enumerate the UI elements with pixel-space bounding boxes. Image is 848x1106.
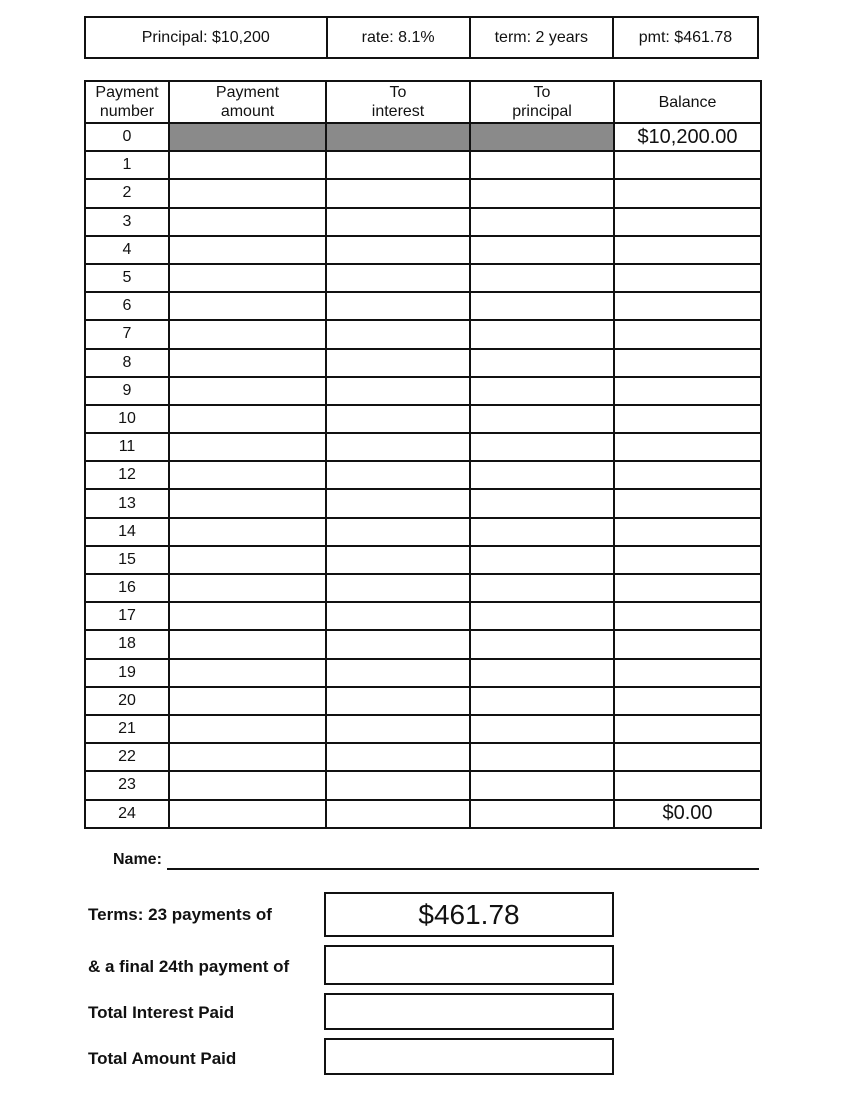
table-header-row <box>85 81 761 123</box>
payment-amount-cell[interactable] <box>169 433 326 461</box>
balance-cell[interactable] <box>614 405 761 433</box>
payment-number-cell: 3 <box>85 208 169 236</box>
table-row <box>85 179 761 207</box>
to-interest-cell[interactable] <box>326 151 470 179</box>
payment-number-cell: 11 <box>85 433 169 461</box>
to-interest-cell[interactable] <box>326 461 470 489</box>
payment-amount-cell[interactable] <box>169 320 326 348</box>
payment-amount-cell[interactable] <box>169 771 326 799</box>
loan-parameters <box>84 16 759 59</box>
payment-amount-cell[interactable] <box>169 574 326 602</box>
payment-amount-cell[interactable] <box>169 236 326 264</box>
table-row <box>85 574 761 602</box>
balance-cell[interactable] <box>614 377 761 405</box>
to-principal-cell[interactable] <box>470 489 614 517</box>
to-principal-cell[interactable] <box>470 236 614 264</box>
to-interest-cell[interactable] <box>326 800 470 828</box>
to-principal-cell[interactable] <box>470 433 614 461</box>
balance-cell[interactable] <box>614 771 761 799</box>
table-row <box>85 602 761 630</box>
balance-cell[interactable] <box>614 687 761 715</box>
to-interest-cell[interactable] <box>326 630 470 658</box>
table-row <box>85 489 761 517</box>
balance-cell[interactable] <box>614 461 761 489</box>
to-principal-cell[interactable] <box>470 800 614 828</box>
name-input-line[interactable] <box>167 868 759 870</box>
payment-amount-cell[interactable] <box>169 292 326 320</box>
final-payment-label: & a final 24th payment of <box>88 957 290 976</box>
payment-number-cell: 16 <box>85 574 169 602</box>
balance-cell[interactable] <box>614 630 761 658</box>
to-principal-cell[interactable] <box>470 630 614 658</box>
to-interest-cell[interactable] <box>326 687 470 715</box>
table-row <box>85 123 761 151</box>
payment-number-cell: 19 <box>85 659 169 687</box>
table-row <box>85 208 761 236</box>
to-principal-cell[interactable] <box>470 659 614 687</box>
payment-number-cell: 10 <box>85 405 169 433</box>
balance-cell[interactable] <box>614 151 761 179</box>
balance-cell[interactable] <box>614 179 761 207</box>
to-interest-cell[interactable] <box>326 320 470 348</box>
to-principal-cell[interactable] <box>470 208 614 236</box>
balance-cell[interactable] <box>614 715 761 743</box>
payment-number-cell: 22 <box>85 743 169 771</box>
payment-amount-cell[interactable] <box>169 377 326 405</box>
payment-number-cell: 24 <box>85 800 169 828</box>
table-row <box>85 715 761 743</box>
balance-cell[interactable] <box>614 574 761 602</box>
payment-amount-cell[interactable] <box>169 151 326 179</box>
table-row <box>85 151 761 179</box>
balance-cell[interactable] <box>614 518 761 546</box>
payment-number-cell: 15 <box>85 546 169 574</box>
to-interest-cell[interactable] <box>326 602 470 630</box>
header-balance: Balance <box>614 81 761 123</box>
table-row <box>85 546 761 574</box>
table-row <box>85 461 761 489</box>
table-row <box>85 405 761 433</box>
to-interest-cell[interactable] <box>326 405 470 433</box>
payment-number-cell: 1 <box>85 151 169 179</box>
header-payment-amount: Payment amount <box>169 81 326 123</box>
payment-number-cell: 0 <box>85 123 169 151</box>
to-principal-cell[interactable] <box>470 405 614 433</box>
to-interest-cell[interactable] <box>326 518 470 546</box>
payment-amount-cell[interactable] <box>169 208 326 236</box>
to-principal-cell[interactable] <box>470 574 614 602</box>
payment-amount-cell[interactable] <box>169 518 326 546</box>
total-interest-box[interactable] <box>324 993 614 1030</box>
payment-amount-cell[interactable] <box>169 264 326 292</box>
to-interest-cell[interactable] <box>326 489 470 517</box>
payment-amount-cell[interactable] <box>169 489 326 517</box>
to-principal-cell[interactable] <box>470 179 614 207</box>
to-principal-cell[interactable] <box>470 546 614 574</box>
balance-cell[interactable] <box>614 292 761 320</box>
payment-amount-cell[interactable] <box>169 405 326 433</box>
balance-cell[interactable] <box>614 433 761 461</box>
to-principal-cell[interactable] <box>470 743 614 771</box>
total-amount-box[interactable] <box>324 1038 614 1075</box>
payments-label: Terms: 23 payments of <box>88 905 272 924</box>
to-principal-cell[interactable] <box>470 151 614 179</box>
payment-amount-cell[interactable] <box>169 349 326 377</box>
balance-cell[interactable] <box>614 208 761 236</box>
payment-number-cell: 13 <box>85 489 169 517</box>
balance-cell[interactable] <box>614 320 761 348</box>
table-row <box>85 518 761 546</box>
payment-amount-cell[interactable] <box>169 743 326 771</box>
table-row <box>85 687 761 715</box>
to-interest-cell[interactable] <box>326 433 470 461</box>
to-interest-cell[interactable] <box>326 546 470 574</box>
to-principal-cell[interactable] <box>470 264 614 292</box>
payment-amount-cell[interactable] <box>169 546 326 574</box>
payment-amount-cell[interactable] <box>169 602 326 630</box>
to-principal-cell <box>470 123 614 151</box>
payment-number-cell: 20 <box>85 687 169 715</box>
payment-number-cell: 2 <box>85 179 169 207</box>
table-row <box>85 377 761 405</box>
to-interest-cell[interactable] <box>326 236 470 264</box>
table-row <box>85 320 761 348</box>
payments-value-box: $461.78 <box>324 892 614 937</box>
to-principal-cell[interactable] <box>470 320 614 348</box>
total-amount-label: Total Amount Paid <box>88 1049 237 1068</box>
balance-cell[interactable] <box>614 659 761 687</box>
to-principal-cell[interactable] <box>470 518 614 546</box>
table-row <box>85 630 761 658</box>
principal-cell: Principal: $10,200 <box>141 28 270 46</box>
total-interest-label: Total Interest Paid <box>88 1003 235 1022</box>
payment-number-cell: 21 <box>85 715 169 743</box>
to-interest-cell[interactable] <box>326 574 470 602</box>
payment-number-cell: 4 <box>85 236 169 264</box>
header-to-principal: To principal <box>470 81 614 123</box>
payment-number-cell: 12 <box>85 461 169 489</box>
to-principal-cell[interactable] <box>470 292 614 320</box>
to-principal-cell[interactable] <box>470 715 614 743</box>
balance-cell[interactable] <box>614 264 761 292</box>
balance-cell[interactable] <box>614 743 761 771</box>
payment-amount-cell[interactable] <box>169 659 326 687</box>
balance-cell[interactable] <box>614 236 761 264</box>
amortization-table <box>84 80 762 829</box>
table-body <box>85 123 761 828</box>
rate-cell: rate: 8.1% <box>326 18 469 57</box>
name-label: Name: <box>113 851 162 868</box>
header-payment-number: Payment number <box>85 81 169 123</box>
table-row <box>85 433 761 461</box>
payment-amount-cell[interactable] <box>169 179 326 207</box>
payment-cell: pmt: $461.78 <box>612 18 757 57</box>
to-interest-cell[interactable] <box>326 208 470 236</box>
payment-amount-cell[interactable] <box>169 800 326 828</box>
balance-cell: $0.00 <box>614 800 761 828</box>
balance-cell[interactable] <box>614 349 761 377</box>
payment-amount-cell[interactable] <box>169 715 326 743</box>
to-interest-cell[interactable] <box>326 715 470 743</box>
to-interest-cell[interactable] <box>326 659 470 687</box>
table-row <box>85 292 761 320</box>
table-row <box>85 743 761 771</box>
payment-number-cell: 17 <box>85 602 169 630</box>
to-interest-cell[interactable] <box>326 292 470 320</box>
to-interest-cell <box>326 123 470 151</box>
balance-cell[interactable] <box>614 489 761 517</box>
payment-number-cell: 9 <box>85 377 169 405</box>
to-principal-cell[interactable] <box>470 771 614 799</box>
table-row <box>85 800 761 828</box>
header-to-interest: To interest <box>326 81 470 123</box>
payment-number-cell: 5 <box>85 264 169 292</box>
payment-number-cell: 7 <box>85 320 169 348</box>
table-row <box>85 659 761 687</box>
payment-number-cell: 14 <box>85 518 169 546</box>
final-payment-box[interactable] <box>324 945 614 985</box>
balance-cell[interactable] <box>614 546 761 574</box>
to-principal-cell[interactable] <box>470 461 614 489</box>
to-interest-cell[interactable] <box>326 264 470 292</box>
to-interest-cell[interactable] <box>326 377 470 405</box>
to-interest-cell[interactable] <box>326 771 470 799</box>
to-interest-cell[interactable] <box>326 743 470 771</box>
term-cell: term: 2 years <box>469 18 612 57</box>
payment-number-cell: 6 <box>85 292 169 320</box>
to-interest-cell[interactable] <box>326 349 470 377</box>
balance-cell: $10,200.00 <box>614 123 761 151</box>
balance-cell[interactable] <box>614 602 761 630</box>
table-row <box>85 349 761 377</box>
payment-amount-cell[interactable] <box>169 630 326 658</box>
table-row <box>85 771 761 799</box>
table-row <box>85 236 761 264</box>
to-principal-cell[interactable] <box>470 687 614 715</box>
payment-amount-cell <box>169 123 326 151</box>
table-row <box>85 264 761 292</box>
to-principal-cell[interactable] <box>470 377 614 405</box>
to-interest-cell[interactable] <box>326 179 470 207</box>
payment-amount-cell[interactable] <box>169 687 326 715</box>
payment-number-cell: 8 <box>85 349 169 377</box>
payment-number-cell: 23 <box>85 771 169 799</box>
to-principal-cell[interactable] <box>470 602 614 630</box>
payment-number-cell: 18 <box>85 630 169 658</box>
to-principal-cell[interactable] <box>470 349 614 377</box>
payment-amount-cell[interactable] <box>169 461 326 489</box>
